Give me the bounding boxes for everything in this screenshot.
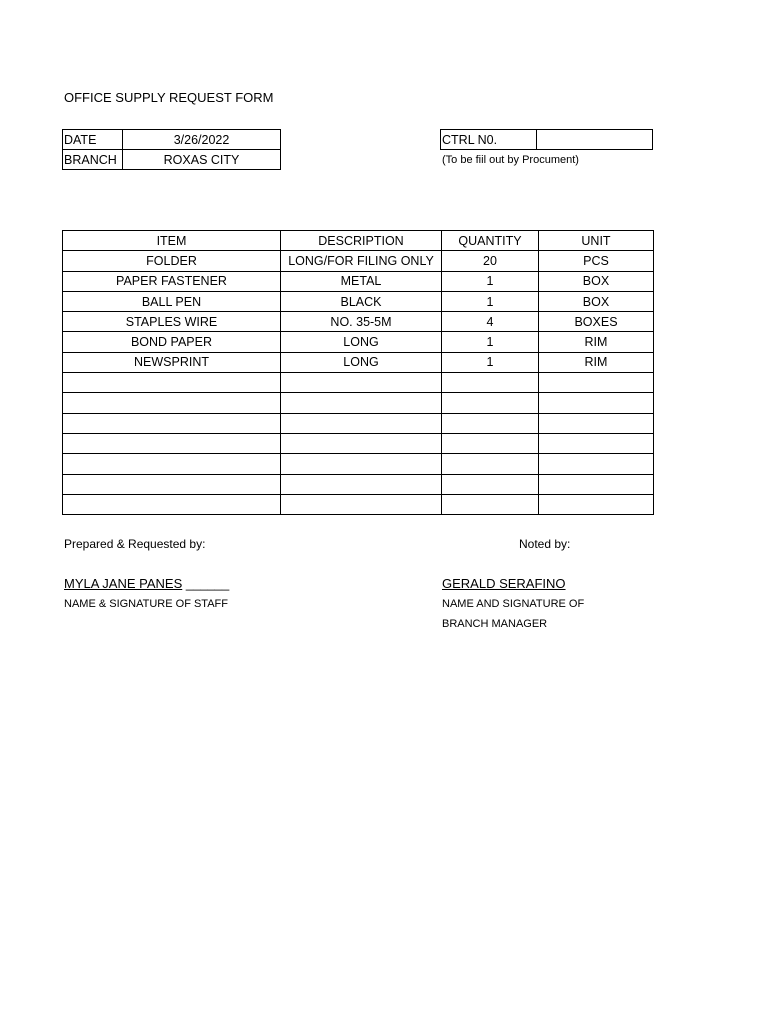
cell-quantity: 20: [442, 251, 539, 271]
header-row: [63, 231, 654, 251]
header-quantity: QUANTITY: [442, 231, 539, 251]
cell-description: [281, 433, 442, 453]
cell-description: [281, 393, 442, 413]
table-row: [63, 494, 654, 514]
cell-item: PAPER FASTENER: [63, 271, 281, 291]
table-row: [63, 352, 654, 372]
cell-description: BLACK: [281, 291, 442, 311]
cell-unit: [539, 474, 654, 494]
table-row: [63, 291, 654, 311]
cell-description: [281, 454, 442, 474]
cell-quantity: [442, 433, 539, 453]
cell-unit: [539, 413, 654, 433]
staff-signature-blank: ______: [185, 576, 230, 591]
cell-unit: BOX: [539, 271, 654, 291]
cell-quantity: 4: [442, 312, 539, 332]
staff-name: MYLA JANE PANES: [64, 576, 183, 591]
cell-description: [281, 494, 442, 514]
header-description: DESCRIPTION: [281, 231, 442, 251]
cell-quantity: [442, 454, 539, 474]
cell-item: [63, 373, 281, 393]
cell-quantity: [442, 474, 539, 494]
ctrl-row: [441, 130, 653, 150]
table-row: [63, 393, 654, 413]
cell-unit: RIM: [539, 352, 654, 372]
cell-description: LONG: [281, 332, 442, 352]
table-row: [63, 271, 654, 291]
manager-name: GERALD SERAFINO: [442, 576, 566, 591]
cell-quantity: [442, 413, 539, 433]
date-branch-table: [62, 129, 281, 170]
staff-title: NAME & SIGNATURE OF STAFF: [64, 598, 228, 610]
ctrl-number-table: [440, 129, 653, 150]
cell-unit: [539, 454, 654, 474]
date-value: 3/26/2022: [123, 130, 281, 150]
items-body: [63, 231, 654, 515]
cell-quantity: [442, 393, 539, 413]
cell-unit: [539, 494, 654, 514]
cell-item: NEWSPRINT: [63, 352, 281, 372]
branch-label: BRANCH: [63, 150, 123, 170]
ctrl-label: CTRL N0.: [441, 130, 537, 150]
table-row: [63, 373, 654, 393]
cell-quantity: [442, 494, 539, 514]
noted-by-label: Noted by:: [519, 537, 571, 551]
cell-description: NO. 35-5M: [281, 312, 442, 332]
table-row: [63, 454, 654, 474]
cell-item: BOND PAPER: [63, 332, 281, 352]
cell-quantity: 1: [442, 271, 539, 291]
cell-item: [63, 433, 281, 453]
cell-item: [63, 474, 281, 494]
cell-quantity: [442, 373, 539, 393]
cell-unit: BOXES: [539, 312, 654, 332]
cell-quantity: 1: [442, 352, 539, 372]
cell-unit: [539, 393, 654, 413]
branch-value: ROXAS CITY: [123, 150, 281, 170]
table-row: [63, 413, 654, 433]
ctrl-value-field[interactable]: [537, 130, 653, 150]
table-row: [63, 312, 654, 332]
staff-signature-line: [64, 576, 229, 591]
cell-unit: RIM: [539, 332, 654, 352]
cell-description: [281, 413, 442, 433]
form-title: OFFICE SUPPLY REQUEST FORM: [64, 90, 274, 105]
date-row: [63, 130, 281, 150]
cell-quantity: 1: [442, 332, 539, 352]
cell-item: FOLDER: [63, 251, 281, 271]
cell-unit: [539, 373, 654, 393]
header-unit: UNIT: [539, 231, 654, 251]
supply-items-table: [62, 230, 654, 515]
ctrl-note: (To be fiil out by Procument): [442, 154, 579, 166]
cell-item: STAPLES WIRE: [63, 312, 281, 332]
cell-item: [63, 494, 281, 514]
cell-unit: [539, 433, 654, 453]
cell-item: [63, 454, 281, 474]
manager-title-line2: BRANCH MANAGER: [442, 618, 548, 630]
cell-unit: PCS: [539, 251, 654, 271]
table-row: [63, 251, 654, 271]
cell-description: LONG: [281, 352, 442, 372]
branch-row: [63, 150, 281, 170]
table-row: [63, 332, 654, 352]
date-label: DATE: [63, 130, 123, 150]
cell-unit: BOX: [539, 291, 654, 311]
manager-title-line1: NAME AND SIGNATURE OF: [442, 598, 585, 610]
cell-item: BALL PEN: [63, 291, 281, 311]
prepared-by-label: Prepared & Requested by:: [64, 537, 206, 551]
cell-description: [281, 474, 442, 494]
table-row: [63, 433, 654, 453]
table-row: [63, 474, 654, 494]
cell-description: METAL: [281, 271, 442, 291]
cell-item: [63, 413, 281, 433]
cell-description: [281, 373, 442, 393]
cell-item: [63, 393, 281, 413]
cell-description: LONG/FOR FILING ONLY: [281, 251, 442, 271]
header-item: ITEM: [63, 231, 281, 251]
cell-quantity: 1: [442, 291, 539, 311]
